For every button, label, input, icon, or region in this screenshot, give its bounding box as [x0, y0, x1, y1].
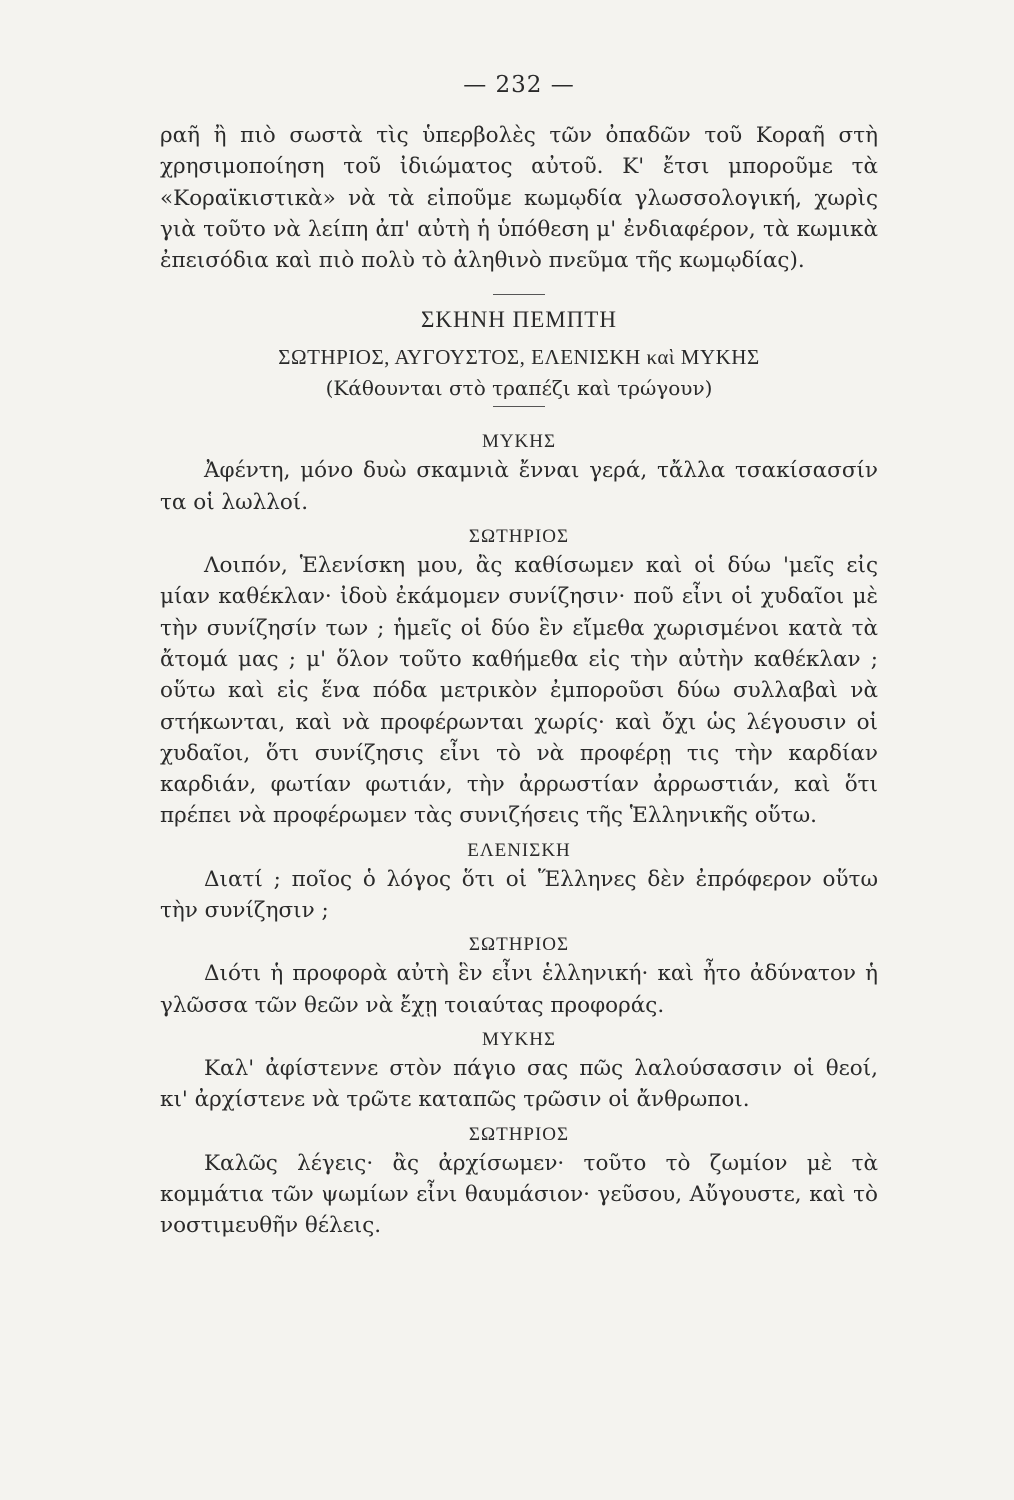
scene-title: ΣΚΗΝΗ ΠΕΜΠΤΗ — [421, 307, 617, 333]
dialogue-line: Λοιπόν, Ἑλενίσκη μου, ἂς καθίσωμεν καὶ οἱ δύω 'μεῖς εἰς μίαν καθέκλαν· ἰδοὺ ἐκάμομεν συνίζησιν· ποῦ εἶνι οἱ χυδαῖοι μὲ τὴν συνίζησίν των ; ἡμεῖς οἱ δύο ἓν εἴμεθα χωρισμένοι κατὰ τὰ ἄτομά μας ; μ' ὅλον τοῦτο καθήμεθα εἰς τὴν αὐτὴν καθέκλαν ; οὕτω καὶ εἰς ἕνα πόδα μετρικὸν ἐμποροῦσι δύω συλλαβαὶ νὰ στήκωνται, καὶ νὰ προφέρωνται χωρίς· καὶ ὄχι ὡς λέγουσιν οἱ χυδαῖοι, ὅτι συνίζησις εἶνι τὸ νὰ προφέρῃ τις τὴν καρδίαν καρδιάν, φωτίαν φωτιάν, τὴν ἀρρωστίαν ἀρρωστιάν, καὶ ὅτι πρέπει νὰ προφέρωμεν τὰς συνιζήσεις τῆς Ἑλληνικῆς οὕτω. — [160, 553, 878, 829]
dialogue-line: Ἀφέντη, μόνο δυὼ σκαμνιὰ ἔνναι γερά, τἄλλα τσακίσασσίν τα οἱ λωλλοί. — [160, 458, 878, 515]
stage-direction: (Κάθουνται στὸ τραπέζι καὶ τρώγουν) — [325, 376, 713, 401]
speaker-name: ΣΩΤΗΡΙΟΣ — [468, 934, 570, 956]
dialogue-line: Καλῶς λέγεις· ἂς ἀρχίσωμεν· τοῦτο τὸ ζωμίον μὲ τὰ κομμάτια τῶν ψωμίων εἶνι θαυμάσιον· γεῦσου, Αὔγουστε, καὶ τὸ νοστιμευθῆν θέλεις. — [160, 1150, 878, 1239]
dialogue-line: Καλ' ἀφίστεννε στὸν πάγιο σας πῶς λαλούσασσιν οἱ θεοί, κι' ἀρχίστενε νὰ τρῶτε καταπῶς τρῶσιν οἱ ἄνθρωποι. — [160, 1055, 878, 1113]
speaker-name: ΜΥΚΗΣ — [481, 431, 557, 453]
page-number: — 232 — — [463, 72, 575, 98]
dialogue-line: Διατί ; ποῖος ὁ λόγος ὅτι οἱ Ἕλληνες δὲν ἐπρόφερον οὕτω τὴν συνίζησιν ; — [160, 866, 878, 924]
speaker-name: ΣΩΤΗΡΙΟΣ — [468, 526, 570, 548]
cast-list: ΣΩΤΗΡΙΟΣ, ΑΥΓΟΥΣΤΟΣ, ΕΛΕΝΙΣΚΗ καὶ ΜΥΚΗΣ — [278, 345, 760, 370]
dialogue-line: Διότι ἡ προφορὰ αὐτὴ ἓν εἶνι ἑλληνική· καὶ ἦτο ἀδύνατον ἡ γλῶσσα τῶν θεῶν νὰ ἔχῃ τοιαύτας προφοράς. — [160, 961, 878, 1018]
section-divider-short — [493, 406, 545, 407]
section-divider — [493, 294, 545, 295]
speaker-name: ΕΛΕΝΙΣΚΗ — [467, 839, 571, 861]
intro-paragraph: ραῆ ἢ πιὸ σωστὰ τὶς ὑπερβολὲς τῶν ὀπαδῶν τοῦ Κοραῆ στὴ χρησιμοποίηση τοῦ ἰδιώματος αὐτοῦ. Κ' ἔτσι μποροῦμε τὰ «Κοραϊκιστικὰ» νὰ τὰ εἰποῦμε κωμῳδία γλωσσολογική, χωρὶς γιὰ τοῦτο νὰ λείπη ἀπ' αὐτὴ ἡ ὑπόθεση μ' ἐνδιαφέρον, τὰ κωμικὰ ἐπεισόδια καὶ πιὸ πολὺ τὸ ἀληθινὸ πνεῦμα τῆς κωμῳδίας). — [160, 123, 878, 274]
speaker-name: ΜΥΚΗΣ — [481, 1028, 557, 1050]
book-page — [160, 72, 878, 1241]
speaker-name: ΣΩΤΗΡΙΟΣ — [468, 1123, 570, 1145]
